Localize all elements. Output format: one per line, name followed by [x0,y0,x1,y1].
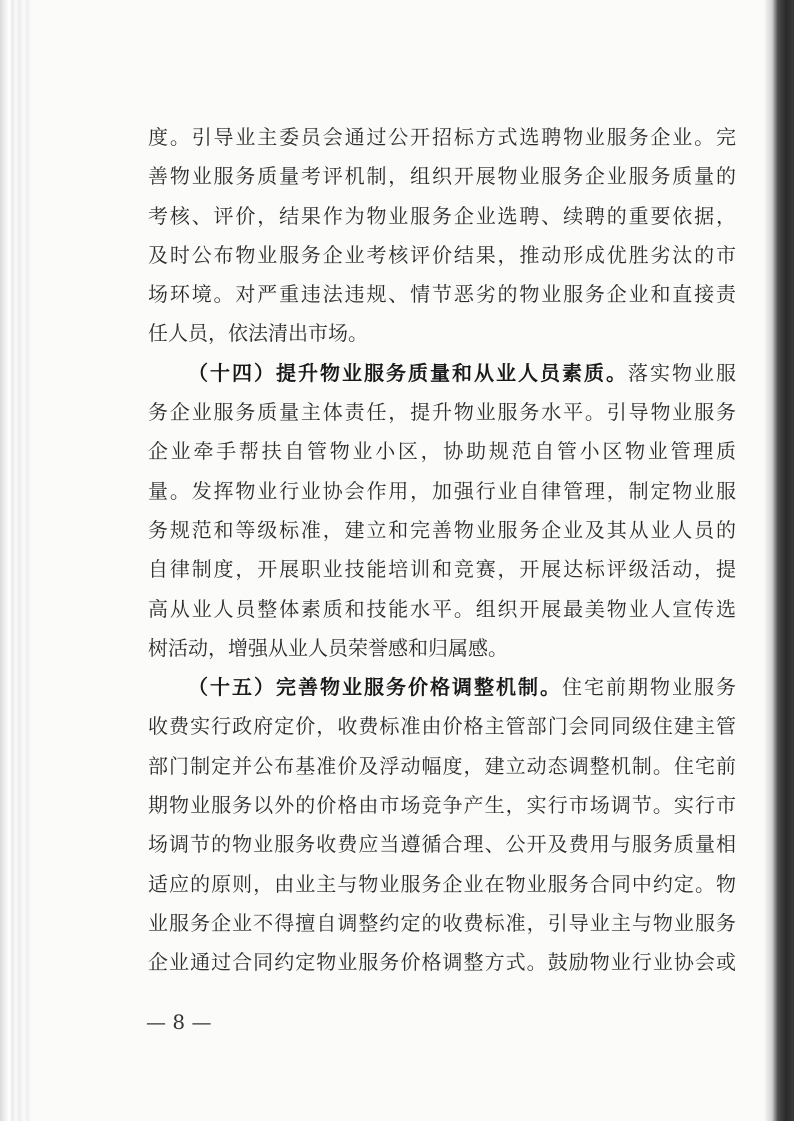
page-number: — 8 — [146,1010,212,1034]
text-line: 部门制定并公布基准价及浮动幅度，建立动态调整机制。住宅前 [148,753,736,778]
scan-page-edge-left [0,0,40,1121]
text-line: 善物业服务质量考评机制，组织开展物业服务企业服务质量的 [148,164,736,189]
section-heading-15: （十五）完善物业服务价格调整机制。 [188,675,562,700]
text-line: 务企业服务质量主体责任，提升物业服务水平。引导物业服务 [148,400,736,425]
text-span: 落实物业服 [628,360,736,385]
text-line: 企业牵手帮扶自管物业小区，协助规范自管小区物业管理质 [148,439,736,464]
paragraph-3 [148,668,736,982]
text-line: 业服务企业不得擅自调整约定的收费标准，引导业主与物业服务 [148,910,736,935]
text-line: 高从业人员整体素质和技能水平。组织开展最美物业人宣传选 [148,596,736,621]
text-line: 收费实行政府定价，收费标准由价格主管部门会同同级住建主管 [148,714,736,739]
text-line: 企业通过合同约定物业服务价格调整方式。鼓励物业行业协会或 [148,950,736,975]
paragraph-2 [148,354,736,668]
text-line: 树活动，增强从业人员荣誉感和归属感。 [148,635,508,660]
text-line: 量。发挥物业行业协会作用，加强行业自律管理，制定物业服 [148,478,736,503]
paragraph-1 [148,118,736,354]
text-line: 及时公布物业服务企业考核评价结果，推动形成优胜劣汰的市 [148,242,736,267]
text-line: 度。引导业主委员会通过公开招标方式选聘物业服务企业。完 [148,125,736,149]
section-heading-14: （十四）提升物业服务质量和从业人员素质。 [188,360,628,385]
text-line: 任人员，依法清出市场。 [148,321,368,346]
text-span: 住宅前期物业服务 [562,675,736,700]
text-line: 自律制度，开展职业技能培训和竞赛，开展达标评级活动，提 [148,557,736,582]
text-line: 期物业服务以外的价格由市场竞争产生，实行市场调节。实行市 [148,793,736,818]
document-body [148,118,736,983]
text-line: 适应的原则，由业主与物业服务企业在物业服务合同中约定。物 [148,871,736,896]
paragraph-first-line [148,668,736,707]
text-line: 场环境。对严重违法违规、情节恶劣的物业服务企业和直接责 [148,282,736,307]
text-line: 务规范和等级标准，建立和完善物业服务企业及其从业人员的 [148,517,736,542]
text-line: 场调节的物业服务收费应当遵循合理、公开及费用与服务质量相 [148,832,736,857]
text-line: 考核、评价，结果作为物业服务企业选聘、续聘的重要依据， [148,203,736,228]
scan-page-edge-right [764,0,794,1121]
paragraph-first-line [148,354,736,393]
